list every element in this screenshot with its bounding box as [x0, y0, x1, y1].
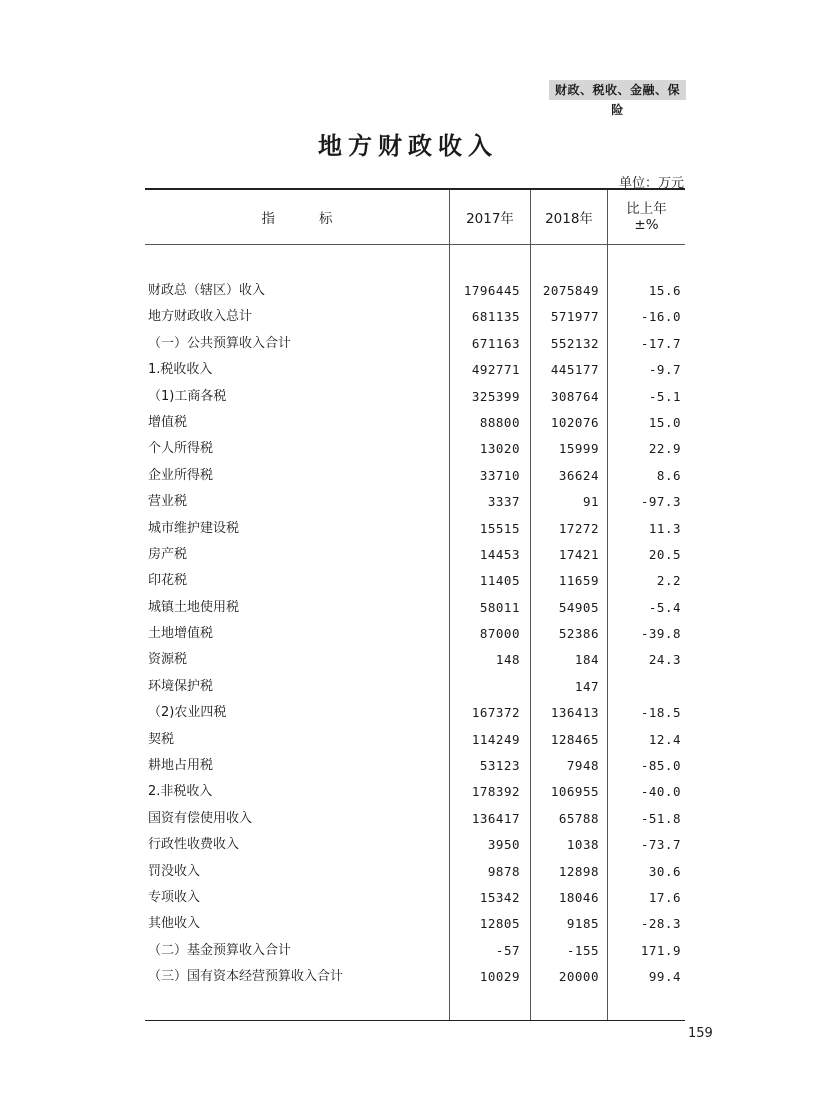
unit-label: 单位：万元	[618, 176, 684, 191]
row-change-cell: 12.4	[648, 731, 681, 747]
row-name-cell: 契税	[148, 731, 175, 747]
row-change-cell: 8.6	[656, 467, 681, 483]
header-indicator-part-a: 指	[261, 211, 275, 227]
row-change-cell: 171.9	[640, 942, 681, 958]
row-2017-cell: 681135	[471, 309, 520, 325]
header-indicator	[145, 190, 449, 244]
section-tag: 财政、税收、金融、保险	[549, 80, 686, 100]
row-2017-cell: 9878	[487, 863, 520, 879]
row-change-cell: -85.0	[640, 758, 681, 774]
row-2017-cell: 3950	[487, 837, 520, 853]
row-change-cell: -28.3	[640, 916, 681, 932]
table-row	[145, 832, 685, 858]
row-change-cell	[608, 674, 681, 700]
table-row	[145, 410, 685, 436]
row-name-cell: 城市维护建设税	[148, 520, 240, 536]
row-change-cell: 24.3	[648, 652, 681, 668]
row-name-cell: 行政性收费收入	[148, 837, 240, 853]
row-2017-cell: 114249	[471, 731, 520, 747]
row-2018-cell: 147	[574, 678, 599, 694]
row-2018-cell: 17272	[558, 520, 599, 536]
table-row	[145, 779, 685, 805]
table-row	[145, 331, 685, 357]
row-2018-cell: 1038	[566, 837, 599, 853]
table-row	[145, 278, 685, 304]
row-2018-cell: 54905	[558, 599, 599, 615]
row-2017-cell	[450, 674, 520, 700]
row-2018-cell: 2075849	[542, 283, 599, 298]
table-row	[145, 436, 685, 462]
row-name-cell: 国资有偿使用收入	[148, 810, 253, 826]
row-change-cell: 15.6	[648, 283, 681, 298]
row-change-cell: -51.8	[640, 810, 681, 826]
row-change-cell: -97.3	[640, 494, 681, 510]
row-change-cell: -5.1	[648, 388, 681, 404]
row-2018-cell: 445177	[550, 362, 599, 378]
table-row	[145, 859, 685, 885]
page-number: 159	[688, 1026, 713, 1041]
table-row	[145, 489, 685, 515]
table-row	[145, 964, 685, 990]
row-2018-cell: 36624	[558, 467, 599, 483]
row-name-cell: 地方财政收入总计	[148, 309, 253, 325]
row-2018-cell: 571977	[550, 309, 599, 325]
table-row	[145, 753, 685, 779]
row-change-cell: 22.9	[648, 441, 681, 457]
row-2018-cell: 102076	[550, 414, 599, 430]
row-2017-cell: 88800	[479, 414, 520, 430]
row-2017-cell: 167372	[471, 705, 520, 721]
row-2018-cell: 65788	[558, 810, 599, 826]
header-change-line1: 比上年	[626, 201, 667, 217]
table-header	[145, 190, 685, 245]
row-name-cell: 营业税	[148, 494, 188, 510]
page-title: 地方财政收入	[318, 131, 498, 160]
row-name-cell: （三）国有资本经营预算收入合计	[148, 969, 344, 985]
table-row	[145, 621, 685, 647]
row-2018-cell: 106955	[550, 784, 599, 800]
row-2018-cell: 52386	[558, 626, 599, 642]
row-name-cell: 财政总（辖区）收入	[148, 283, 266, 298]
row-2018-cell: -155	[566, 942, 599, 958]
row-2018-cell: 128465	[550, 731, 599, 747]
table-row	[145, 674, 685, 700]
revenue-table	[145, 188, 685, 1021]
header-change	[608, 190, 685, 244]
row-change-cell: -73.7	[640, 837, 681, 853]
row-2018-cell: 552132	[550, 335, 599, 351]
row-name-cell: 印花税	[148, 573, 188, 589]
row-name-cell: 1.税收收入	[148, 362, 213, 378]
table-body	[145, 278, 685, 991]
row-change-cell: -17.7	[640, 335, 681, 351]
row-2017-cell: 12805	[479, 916, 520, 932]
row-2018-cell: 20000	[558, 969, 599, 985]
row-change-cell: 2.2	[656, 573, 681, 589]
table-row	[145, 727, 685, 753]
row-name-cell: 2.非税收入	[148, 784, 213, 800]
row-2018-cell: 7948	[566, 758, 599, 774]
row-2017-cell: 53123	[479, 758, 520, 774]
row-name-cell: 土地增值税	[148, 626, 214, 642]
row-change-cell: 17.6	[648, 889, 681, 905]
table-row	[145, 595, 685, 621]
row-name-cell: 罚没收入	[148, 863, 201, 879]
row-2017-cell: -57	[495, 942, 520, 958]
row-2017-cell: 58011	[479, 599, 520, 615]
row-2017-cell: 1796445	[463, 283, 520, 298]
row-2018-cell: 184	[574, 652, 599, 668]
table-row	[145, 647, 685, 673]
row-2018-cell: 11659	[558, 573, 599, 589]
table-row	[145, 938, 685, 964]
row-change-cell: -9.7	[648, 362, 681, 378]
row-name-cell: 增值税	[148, 414, 188, 430]
row-2018-cell: 308764	[550, 388, 599, 404]
row-2017-cell: 15342	[479, 889, 520, 905]
row-2018-cell: 15999	[558, 441, 599, 457]
row-change-cell: -40.0	[640, 784, 681, 800]
row-2018-cell: 136413	[550, 705, 599, 721]
row-name-cell: 其他收入	[148, 916, 201, 932]
table-row	[145, 885, 685, 911]
row-2017-cell: 492771	[471, 362, 520, 378]
row-2017-cell: 87000	[479, 626, 520, 642]
row-2018-cell: 12898	[558, 863, 599, 879]
row-2017-cell: 671163	[471, 335, 520, 351]
row-change-cell: 15.0	[648, 414, 681, 430]
row-2017-cell: 148	[495, 652, 520, 668]
row-2017-cell: 11405	[479, 573, 520, 589]
row-2017-cell: 178392	[471, 784, 520, 800]
row-2018-cell: 91	[582, 494, 599, 510]
row-change-cell: 20.5	[648, 546, 681, 562]
row-change-cell: -16.0	[640, 309, 681, 325]
table-row	[145, 806, 685, 832]
header-indicator-part-b: 标	[319, 211, 333, 227]
table-row	[145, 542, 685, 568]
table-row	[145, 516, 685, 542]
header-change-line2: ±%	[634, 217, 659, 233]
table-row	[145, 568, 685, 594]
row-change-cell: 11.3	[648, 520, 681, 536]
table-row	[145, 911, 685, 937]
row-change-cell: -39.8	[640, 626, 681, 642]
row-2017-cell: 14453	[479, 546, 520, 562]
row-name-cell: 房产税	[148, 546, 188, 562]
table-row	[145, 357, 685, 383]
row-2017-cell: 15515	[479, 520, 520, 536]
header-2017: 2017年	[466, 211, 514, 227]
row-change-cell: -5.4	[648, 599, 681, 615]
row-name-cell: 企业所得税	[148, 467, 214, 483]
header-2018: 2018年	[545, 211, 593, 227]
row-change-cell: 30.6	[648, 863, 681, 879]
row-2017-cell: 136417	[471, 810, 520, 826]
row-name-cell: 个人所得税	[148, 441, 214, 457]
row-2017-cell: 13020	[479, 441, 520, 457]
row-2018-cell: 17421	[558, 546, 599, 562]
table-row	[145, 463, 685, 489]
table-row	[145, 304, 685, 330]
row-name-cell: 环境保护税	[148, 678, 214, 694]
row-name-cell: 耕地占用税	[148, 758, 214, 774]
row-name-cell: （二）基金预算收入合计	[148, 942, 292, 958]
row-name-cell: （2)农业四税	[148, 705, 227, 721]
row-change-cell: 99.4	[648, 969, 681, 985]
table-row	[145, 384, 685, 410]
row-2017-cell: 10029	[479, 969, 520, 985]
row-2018-cell: 9185	[566, 916, 599, 932]
table-row	[145, 700, 685, 726]
row-name-cell: （一）公共预算收入合计	[148, 335, 292, 351]
row-name-cell: 城镇土地使用税	[148, 599, 240, 615]
row-change-cell: -18.5	[640, 705, 681, 721]
row-2017-cell: 3337	[487, 494, 520, 510]
row-2017-cell: 325399	[471, 388, 520, 404]
row-name-cell: 专项收入	[148, 889, 201, 905]
row-2017-cell: 33710	[479, 467, 520, 483]
row-name-cell: （1)工商各税	[148, 388, 227, 404]
row-name-cell: 资源税	[148, 652, 188, 668]
row-2018-cell: 18046	[558, 889, 599, 905]
